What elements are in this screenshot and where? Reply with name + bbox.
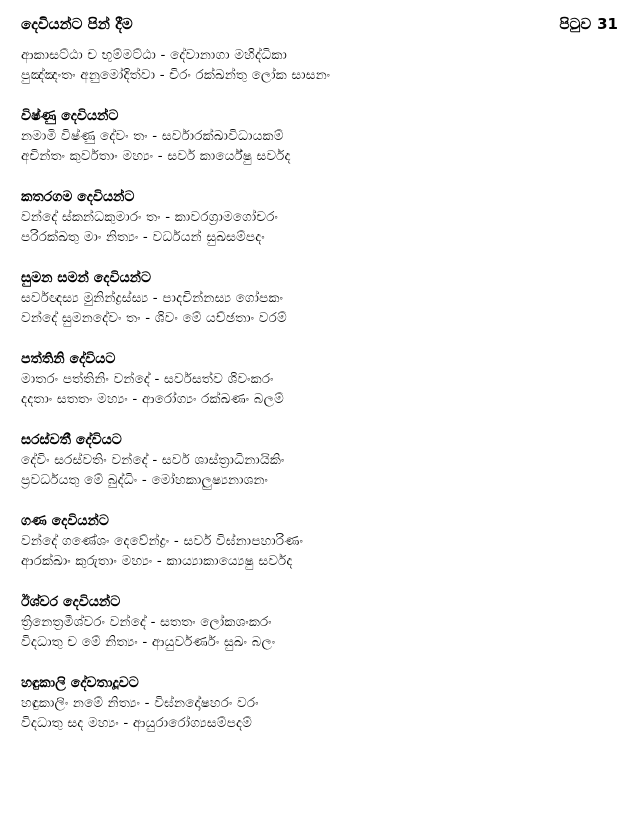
- verse-section-vishnu: [21, 106, 621, 166]
- verse-line: නමාමි විෂ්ණු දේවං තං - සර්වාරක්ඛාවිධායකම්: [21, 128, 284, 144]
- verse-line: දදතාං සතතං මහ්‍යං - ආරෝග්‍යං රක්ඛණං බලම්: [21, 391, 285, 407]
- section-heading: ගණ දෙවියන්ට: [21, 513, 109, 529]
- verse-line: ආරක්ඛාං කුරුතාං මහ්‍යං - කාය්‍යාකාය්‍යෙෂු සර්වද: [21, 553, 293, 569]
- verse-line: විදධාතු ච මේ නිත්‍යං - ආයුර්වර්ණං සුඛං බලං: [21, 634, 276, 650]
- verse-section-saman: [21, 268, 621, 328]
- section-heading: හඳුකාලි දේවතාදූවට: [21, 675, 139, 691]
- section-heading: ඊශ්වර දෙවියන්ට: [21, 594, 121, 610]
- verse-line: පරිරක්ඛතු මාං නිත්‍යං - වර්ධයන් සුඛසම්පදං: [21, 229, 265, 245]
- verse-line: විදධාතු සද මහ්‍යං - ආයුරාරෝග්‍යසම්පදම්: [21, 715, 253, 731]
- verse-line: වන්දේ ගණේශං දෙවේන්ද්‍රං - සර්ව වි‍ඝ්නාපහාරිණං: [21, 533, 304, 549]
- verse-section-opening: [21, 45, 621, 85]
- verse-line: මාතරං පත්තිනිං වන්දේ - සර්වසත්ව ශිවංකරං: [21, 371, 274, 387]
- verse-line: සර්වඥස්‍ය මුනින්ද්‍රස්ස්‍ය - පාදචින්නස්‍ය ගෝපකං: [21, 290, 284, 306]
- verse-line: ත්‍රිනෙත්‍රමීශ්වරං වන්දේ - සතතං ලෝකශංකරං: [21, 614, 272, 630]
- page-title: දෙවියන්ට පින් දීම: [21, 15, 133, 33]
- verse-line: ආකාසට්ඨා ච භුම්මට්ඨා - දේවානාගා මහිද්ධිකා: [21, 47, 287, 63]
- verse-section-pattini: [21, 349, 621, 409]
- verse-line: වන්දේ ස්කන්ධකුමාරං තං - කාවරග්‍රාමගෝචරං: [21, 209, 279, 225]
- verse-line: ප්‍රවර්ධයතු මේ බුද්ධිං - මෝහකාලුෂ්‍යනාශනං: [21, 472, 269, 488]
- verse-line: අචින්තං කුර්වතාං මහ්‍යං - සර්ව කාර්යේෂු සර්වද: [21, 148, 291, 164]
- page-number: [559, 14, 618, 34]
- verse-section-gana: [21, 511, 621, 571]
- section-heading: කතරගම දෙවියන්ට: [21, 189, 135, 205]
- verse-list: [21, 45, 621, 754]
- verse-section-ishwara: [21, 592, 621, 652]
- section-heading: විෂ්ණු දෙවියන්ට: [21, 108, 119, 124]
- section-heading: සරස්වතී දේවියට: [21, 432, 122, 448]
- section-heading: සුමන සමන් දෙවියන්ට: [21, 270, 152, 286]
- verse-section-kataragama: [21, 187, 621, 247]
- verse-section-hadukali: [21, 673, 621, 733]
- page-number-value: 31: [597, 15, 618, 33]
- verse-line: දේවිං සරස්වතිං වන්දේ - සර්ව ශාස්ත්‍රාධිනායිකිං: [21, 452, 285, 468]
- page-number-label: පිටුව: [559, 15, 592, 33]
- section-heading: පත්තිනි දේවියට: [21, 351, 116, 367]
- verse-line: වන්දේ සුමනදේවං තං - ශිවං මේ යච්ඡතාං වරම්: [21, 310, 287, 326]
- verse-line: හඳුකාලිං නමේ නිත්‍යං - වි‍ඝ්නදෝෂහරං වරං: [21, 695, 259, 711]
- verse-line: පුඤ්ඤංතං අනුමෝදිත්වා - චිරං රක්ඛන්තු ලෝක සාසනං: [21, 67, 331, 83]
- verse-section-saraswati: [21, 430, 621, 490]
